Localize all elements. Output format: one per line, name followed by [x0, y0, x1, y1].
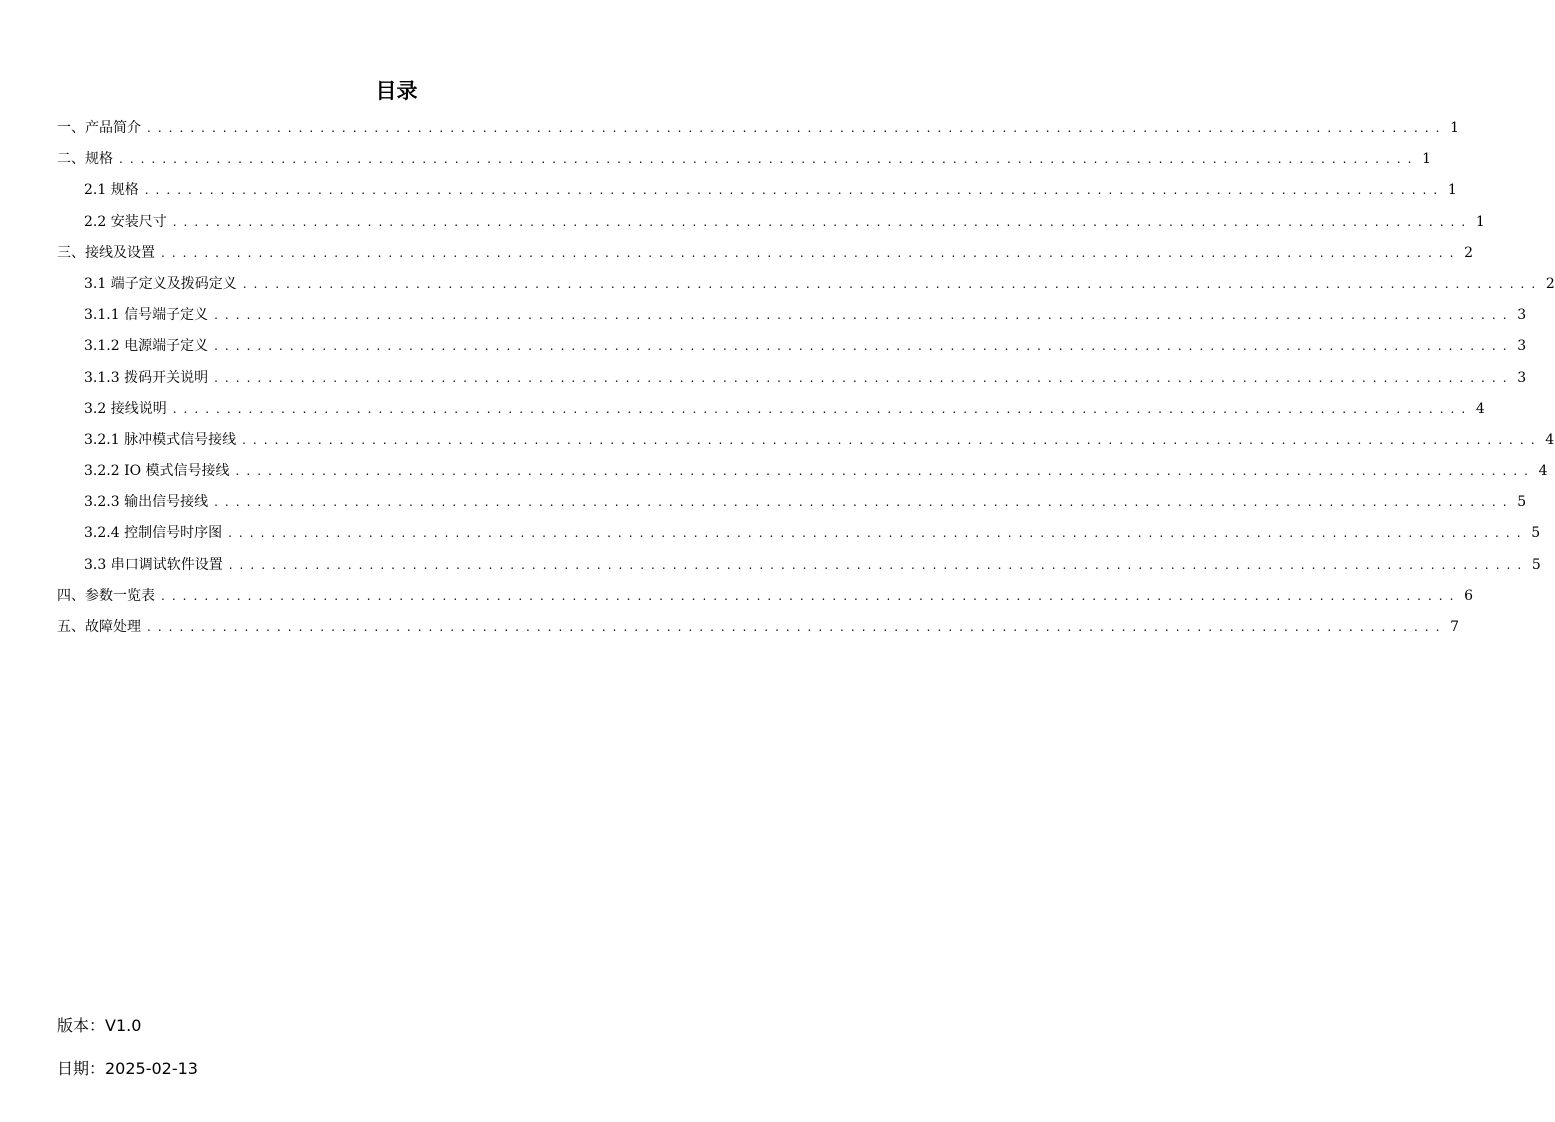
toc-entry-page-number: 2: [1464, 244, 1474, 261]
toc-leader-dots: . . . . . . . . . . . . . . . . . . . . . . . . . . . . . . . . . . . . . . . . . . . . . . . . . . . . . . . . . . . . . . . . . . . . . . . . . . . . . . . . . . . . . . . . . . . . . . . . . . . . . . . . . . . . . . . . . . . . . . . .: [172, 401, 1467, 416]
toc-entry-page-number: 1: [1422, 151, 1432, 168]
table-of-contents: [57, 115, 1555, 645]
toc-entry-label: 3.1.1 信号端子定义: [84, 307, 209, 324]
toc-entry-label: 一、产品简介: [57, 120, 141, 136]
toc-entry[interactable]: [57, 396, 1485, 427]
toc-entry[interactable]: [57, 427, 1555, 458]
toc-leader-dots: . . . . . . . . . . . . . . . . . . . . . . . . . . . . . . . . . . . . . . . . . . . . . . . . . . . . . . . . . . . . . . . . . . . . . . . . . . . . . . . . . . . . . . . . . . . . . . . . . . . . . . . . . . . . . . . . . . . . . . . .: [147, 121, 1442, 135]
toc-leader-dots: . . . . . . . . . . . . . . . . . . . . . . . . . . . . . . . . . . . . . . . . . . . . . . . . . . . . . . . . . . . . . . . . . . . . . . . . . . . . . . . . . . . . . . . . . . . . . . . . . . . . . . . . . . . . . . . . . . . . . . . .: [228, 526, 1523, 541]
toc-entry-label: 3.3 串口调试软件设置: [84, 556, 223, 573]
toc-entry[interactable]: [57, 240, 1474, 271]
toc-leader-dots: . . . . . . . . . . . . . . . . . . . . . . . . . . . . . . . . . . . . . . . . . . . . . . . . . . . . . . . . . . . . . . . . . . . . . . . . . . . . . . . . . . . . . . . . . . . . . . . . . . . . . . . . . . . . . . . . . . . . . . . .: [172, 214, 1467, 229]
toc-entry-page-number: 2: [1545, 275, 1555, 292]
toc-entry-label: 3.2.4 控制信号时序图: [84, 525, 223, 542]
toc-entry-label: 3.2.3 输出信号接线: [84, 494, 209, 511]
toc-entry-label: 3.1.3 拨码开关说明: [84, 369, 209, 386]
toc-entry-page-number: 3: [1517, 338, 1527, 355]
toc-leader-dots: . . . . . . . . . . . . . . . . . . . . . . . . . . . . . . . . . . . . . . . . . . . . . . . . . . . . . . . . . . . . . . . . . . . . . . . . . . . . . . . . . . . . . . . . . . . . . . . . . . . . . . . . . . . . . . . . . . . . . . . .: [144, 183, 1439, 198]
toc-entry-page-number: 7: [1450, 619, 1460, 635]
toc-entry[interactable]: [57, 489, 1527, 520]
toc-entry-label: 二、规格: [57, 151, 113, 168]
toc-leader-dots: . . . . . . . . . . . . . . . . . . . . . . . . . . . . . . . . . . . . . . . . . . . . . . . . . . . . . . . . . . . . . . . . . . . . . . . . . . . . . . . . . . . . . . . . . . . . . . . . . . . . . . . . . . . . . . . . . . . . . . . .: [214, 370, 1509, 385]
toc-entry-page-number: 5: [1517, 494, 1527, 511]
toc-entry[interactable]: [57, 177, 1457, 208]
toc-entry-label: 三、接线及设置: [57, 244, 155, 261]
toc-entry[interactable]: [57, 333, 1527, 364]
date-label: 日期：2025-02-13: [57, 1059, 198, 1078]
toc-entry-label: 3.2.1 脉冲模式信号接线: [84, 431, 237, 448]
toc-entry-page-number: 1: [1475, 213, 1485, 230]
toc-leader-dots: . . . . . . . . . . . . . . . . . . . . . . . . . . . . . . . . . . . . . . . . . . . . . . . . . . . . . . . . . . . . . . . . . . . . . . . . . . . . . . . . . . . . . . . . . . . . . . . . . . . . . . . . . . . . . . . . . . . . . . . .: [214, 495, 1509, 510]
toc-entry[interactable]: [57, 614, 1460, 645]
toc-entry-label: 3.2 接线说明: [84, 400, 167, 417]
toc-entry[interactable]: [57, 302, 1527, 333]
toc-entry-label: 四、参数一览表: [57, 587, 155, 604]
toc-entry[interactable]: [57, 458, 1548, 489]
toc-leader-dots: . . . . . . . . . . . . . . . . . . . . . . . . . . . . . . . . . . . . . . . . . . . . . . . . . . . . . . . . . . . . . . . . . . . . . . . . . . . . . . . . . . . . . . . . . . . . . . . . . . . . . . . . . . . . . . . . . . . . . . . .: [242, 432, 1537, 447]
toc-leader-dots: . . . . . . . . . . . . . . . . . . . . . . . . . . . . . . . . . . . . . . . . . . . . . . . . . . . . . . . . . . . . . . . . . . . . . . . . . . . . . . . . . . . . . . . . . . . . . . . . . . . . . . . . . . . . . . . . . . . . . . . .: [161, 245, 1456, 260]
toc-title: 目录: [375, 79, 418, 103]
toc-entry-page-number: 6: [1464, 587, 1474, 604]
toc-leader-dots: . . . . . . . . . . . . . . . . . . . . . . . . . . . . . . . . . . . . . . . . . . . . . . . . . . . . . . . . . . . . . . . . . . . . . . . . . . . . . . . . . . . . . . . . . . . . . . . . . . . . . . . . . . . . . . . . . . . . . . . .: [228, 557, 1523, 572]
toc-entry-page-number: 4: [1538, 463, 1548, 480]
toc-entry[interactable]: [57, 552, 1541, 583]
toc-entry[interactable]: [57, 115, 1460, 146]
toc-entry-page-number: 4: [1475, 400, 1485, 417]
toc-entry-page-number: 3: [1517, 369, 1527, 386]
toc-leader-dots: . . . . . . . . . . . . . . . . . . . . . . . . . . . . . . . . . . . . . . . . . . . . . . . . . . . . . . . . . . . . . . . . . . . . . . . . . . . . . . . . . . . . . . . . . . . . . . . . . . . . . . . . . . . . . . . . . . . . . . . .: [161, 588, 1456, 603]
toc-entry-page-number: 3: [1517, 307, 1527, 324]
toc-entry-label: 3.1.2 电源端子定义: [84, 338, 209, 355]
version-label: 版本：V1.0: [57, 1016, 142, 1035]
toc-entry-label: 五、故障处理: [57, 619, 141, 635]
toc-leader-dots: . . . . . . . . . . . . . . . . . . . . . . . . . . . . . . . . . . . . . . . . . . . . . . . . . . . . . . . . . . . . . . . . . . . . . . . . . . . . . . . . . . . . . . . . . . . . . . . . . . . . . . . . . . . . . . . . . . . . . . . .: [242, 276, 1537, 291]
toc-entry[interactable]: [57, 583, 1474, 614]
toc-entry-page-number: 4: [1545, 431, 1555, 448]
toc-entry[interactable]: [57, 271, 1555, 302]
toc-entry-label: 3.2.2 IO 模式信号接线: [84, 463, 230, 480]
toc-entry-label: 2.1 规格: [84, 182, 139, 199]
toc-entry-page-number: 5: [1531, 556, 1541, 573]
toc-entry-label: 3.1 端子定义及拨码定义: [84, 275, 237, 292]
toc-entry-page-number: 1: [1450, 120, 1460, 136]
toc-entry[interactable]: [57, 365, 1527, 396]
toc-leader-dots: . . . . . . . . . . . . . . . . . . . . . . . . . . . . . . . . . . . . . . . . . . . . . . . . . . . . . . . . . . . . . . . . . . . . . . . . . . . . . . . . . . . . . . . . . . . . . . . . . . . . . . . . . . . . . . . . . . . . . . . .: [214, 339, 1509, 354]
toc-leader-dots: . . . . . . . . . . . . . . . . . . . . . . . . . . . . . . . . . . . . . . . . . . . . . . . . . . . . . . . . . . . . . . . . . . . . . . . . . . . . . . . . . . . . . . . . . . . . . . . . . . . . . . . . . . . . . . . . . . . . . . . .: [119, 152, 1414, 167]
toc-entry[interactable]: [57, 146, 1432, 177]
toc-entry-label: 2.2 安装尺寸: [84, 213, 167, 230]
toc-leader-dots: . . . . . . . . . . . . . . . . . . . . . . . . . . . . . . . . . . . . . . . . . . . . . . . . . . . . . . . . . . . . . . . . . . . . . . . . . . . . . . . . . . . . . . . . . . . . . . . . . . . . . . . . . . . . . . . . . . . . . . . .: [235, 464, 1530, 479]
toc-leader-dots: . . . . . . . . . . . . . . . . . . . . . . . . . . . . . . . . . . . . . . . . . . . . . . . . . . . . . . . . . . . . . . . . . . . . . . . . . . . . . . . . . . . . . . . . . . . . . . . . . . . . . . . . . . . . . . . . . . . . . . . .: [214, 308, 1509, 323]
toc-leader-dots: . . . . . . . . . . . . . . . . . . . . . . . . . . . . . . . . . . . . . . . . . . . . . . . . . . . . . . . . . . . . . . . . . . . . . . . . . . . . . . . . . . . . . . . . . . . . . . . . . . . . . . . . . . . . . . . . . . . . . . . .: [147, 620, 1442, 634]
toc-entry-page-number: 1: [1447, 182, 1457, 199]
toc-entry-page-number: 5: [1531, 525, 1541, 542]
toc-entry[interactable]: [57, 209, 1485, 240]
toc-entry[interactable]: [57, 520, 1541, 551]
